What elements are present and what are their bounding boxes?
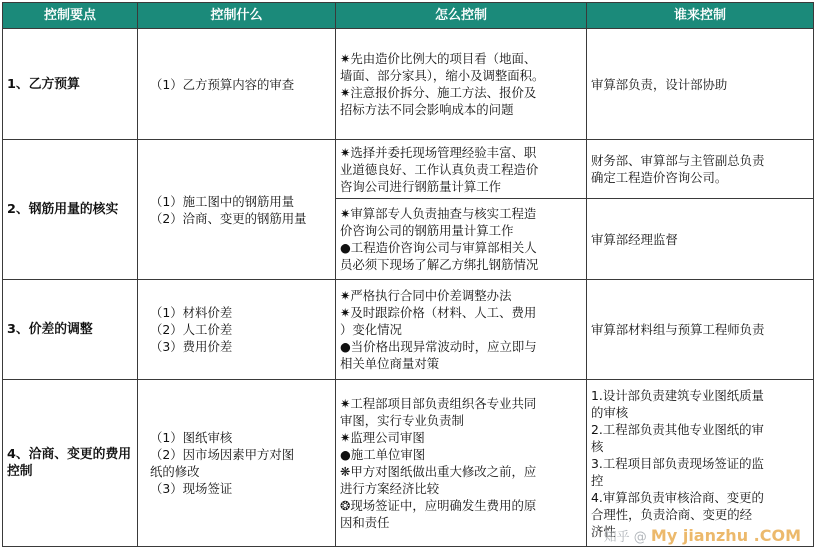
how-line: ●工程造价咨询公司与审算部相关人 bbox=[340, 240, 537, 255]
how-line: ）变化情况 bbox=[340, 322, 402, 337]
who-line: 审算部经理监督 bbox=[591, 231, 678, 247]
who-line: 审算部材料组与预算工程师负责 bbox=[591, 322, 765, 337]
watermark bbox=[604, 526, 801, 545]
what-line: （1）乙方预算内容的审查 bbox=[150, 76, 295, 92]
how-cell bbox=[336, 140, 587, 199]
header-who: 谁来控制 bbox=[587, 3, 814, 29]
who-cell bbox=[587, 280, 814, 380]
how-line: ✷及时跟踪价格（材料、人工、费用 bbox=[340, 305, 537, 320]
how-line: ●当价格出现异常波动时，应立即与 bbox=[340, 339, 537, 354]
how-line: ✷工程部项目部负责组织各专业共同 bbox=[340, 396, 537, 411]
cost-control-table bbox=[2, 2, 814, 547]
what-line: （2）人工价差 bbox=[150, 322, 233, 337]
how-line: ●施工单位审图 bbox=[340, 447, 426, 462]
how-line: ✷先由造价比例大的项目看（地面、 bbox=[340, 51, 537, 66]
how-line: ✷注意报价拆分、施工方法、报价及 bbox=[340, 85, 537, 100]
who-line: 财务部、审算部与主管副总负责 bbox=[591, 153, 765, 168]
what-line: （1）材料价差 bbox=[150, 305, 233, 320]
how-line: 员必须下现场了解乙方绑扎钢筋情况 bbox=[340, 257, 539, 272]
who-line: 济性 bbox=[591, 523, 616, 539]
how-line: 价咨询公司的钢筋用量计算工作 bbox=[340, 223, 514, 238]
who-line: 核 bbox=[591, 438, 604, 454]
how-cell bbox=[336, 29, 587, 140]
how-line: ✷选择并委托现场管理经验丰富、职 bbox=[340, 144, 537, 160]
how-line: 咨询公司进行钢筋量计算工作 bbox=[340, 178, 502, 194]
watermark-site: My jianzhu .COM bbox=[650, 526, 801, 545]
header-how: 怎么控制 bbox=[336, 3, 587, 29]
what-line: （3）费用价差 bbox=[150, 339, 233, 354]
control-point-cell: 2、钢筋用量的核实 bbox=[3, 140, 138, 280]
who-cell bbox=[587, 29, 814, 140]
who-line: 合理性，负责洽商、变更的经 bbox=[591, 506, 753, 522]
what-cell bbox=[138, 380, 336, 547]
who-line: 2.工程部负责其他专业图纸的审 bbox=[591, 421, 764, 437]
header-control-point: 控制要点 bbox=[3, 3, 138, 29]
how-line: 相关单位商量对策 bbox=[340, 356, 440, 371]
table-row bbox=[3, 380, 814, 547]
how-line: ✷审算部专人负责抽查与核实工程造 bbox=[340, 206, 537, 221]
header-what: 控制什么 bbox=[138, 3, 336, 29]
who-line: 控 bbox=[591, 472, 604, 488]
how-line: ❂现场签证中，应明确发生费用的原 bbox=[340, 498, 537, 513]
what-line: （2）因市场因素甲方对图 bbox=[150, 447, 295, 462]
control-point-cell: 1、乙方预算 bbox=[3, 29, 138, 140]
who-line: 3.工程项目部负责现场签证的监 bbox=[591, 455, 764, 471]
how-line: 审图，实行专业负责制 bbox=[340, 413, 464, 428]
how-line: 业道德良好、工作认真负责工程造价 bbox=[340, 161, 539, 177]
table-row bbox=[3, 280, 814, 380]
how-cell bbox=[336, 280, 587, 380]
control-point-cell: 3、价差的调整 bbox=[3, 280, 138, 380]
how-line: ❋甲方对图纸做出重大修改之前，应 bbox=[340, 464, 537, 479]
who-cell bbox=[587, 380, 814, 547]
what-line: （3）现场签证 bbox=[150, 481, 233, 496]
watermark-prefix: 知乎 @ bbox=[603, 530, 647, 545]
what-line: （1）图纸审核 bbox=[150, 430, 233, 445]
table-row bbox=[3, 140, 814, 199]
control-point-cell: 4、洽商、变更的费用控制 bbox=[3, 380, 138, 547]
who-line: 4.审算部负责审核洽商、变更的 bbox=[591, 489, 764, 505]
who-line: 审算部负责，设计部协助 bbox=[591, 76, 728, 92]
what-cell bbox=[138, 140, 336, 280]
who-line: 1.设计部负责建筑专业图纸质量 bbox=[591, 387, 764, 403]
what-cell bbox=[138, 29, 336, 140]
how-line: 招标方法不同会影响成本的问题 bbox=[340, 102, 514, 117]
who-line: 确定工程造价咨询公司。 bbox=[591, 170, 728, 185]
header-row bbox=[3, 3, 814, 29]
how-cell bbox=[336, 199, 587, 280]
how-line: 进行方案经济比较 bbox=[340, 481, 440, 496]
how-line: ✷监理公司审图 bbox=[340, 430, 425, 445]
table-row bbox=[3, 29, 814, 140]
how-line: ✷严格执行合同中价差调整办法 bbox=[340, 288, 512, 303]
what-line: 纸的修改 bbox=[150, 464, 200, 479]
how-line: 墙面、部分家具），缩小及调整面积。 bbox=[340, 68, 545, 83]
what-cell bbox=[138, 280, 336, 380]
how-cell bbox=[336, 380, 587, 547]
who-cell bbox=[587, 199, 814, 280]
how-line: 因和责任 bbox=[340, 515, 390, 530]
who-line: 的审核 bbox=[591, 404, 629, 420]
what-line: （2）洽商、变更的钢筋用量 bbox=[150, 210, 307, 226]
who-cell bbox=[587, 140, 814, 199]
what-line: （1）施工图中的钢筋用量 bbox=[150, 193, 295, 209]
